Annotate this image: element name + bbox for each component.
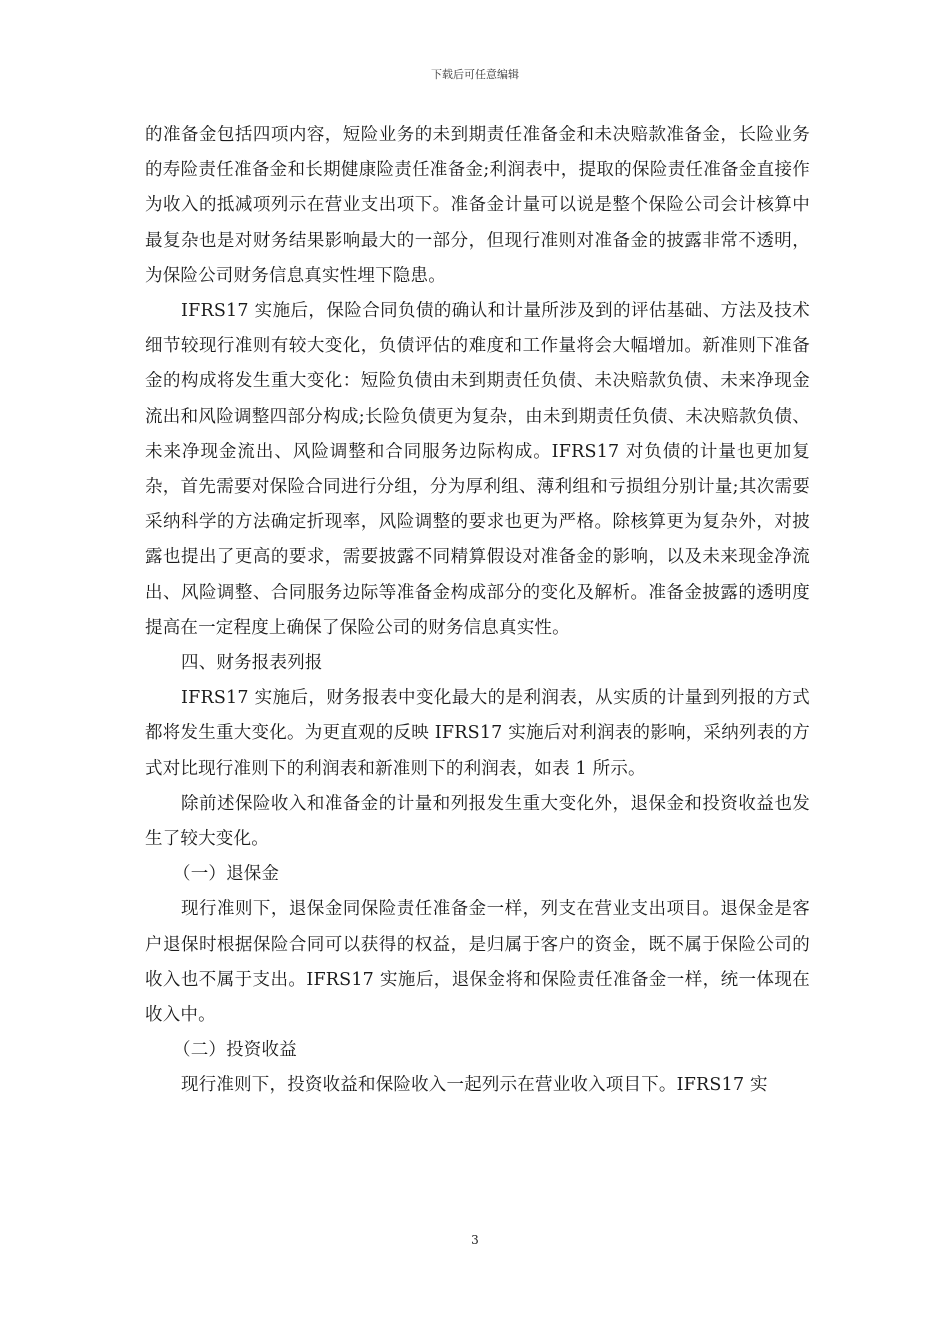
subsection-heading-surrender: （一）退保金 <box>173 864 280 885</box>
subsection-heading-investment-income: （二）投资收益 <box>173 1040 297 1061</box>
paragraph-investment-income: 现行准则下，投资收益和保险收入一起列示在营业收入项目下。IFRS17 实 <box>181 1075 768 1096</box>
paragraph-ifrs17-liabilities: IFRS17 实施后，保险合同负债的确认和计量所涉及到的评估基础、方法及技术细节较现行准则有较大变化，负债评估的难度和工作量将会大幅增加。新准则下准备金的构成将发生重大变化：短险负债由未到期责任负债、未决赔款负债、未来净现金流出和风险调整四部分构成;长险负债更为复杂，由未到期责任负债、未决赔款负债、未来净现金流出、风险调整和合同服务边际构成。IFRS17 对负债的计量也更加复杂，首先需要对保险合同进行分组，分为厚利组、薄利组和亏损组分别计量;其次需要采纳科学的方法确定折现率，风险调整的要求也更为严格。除核算更为复杂外，对披露也提出了更高的要求，需要披露不同精算假设对准备金的影响，以及未来现金净流出、风险调整、合同服务边际等准备金构成部分的变化及解析。准备金披露的透明度提高在一定程度上确保了保险公司的财务信息真实性。 <box>145 301 810 638</box>
paragraph-income-statement: IFRS17 实施后，财务报表中变化最大的是利润表，从实质的计量到列报的方式都将发生重大变化。为更直观的反映 IFRS17 实施后对利润表的影响，采纳列表的方式对比现行准则下的利润表和新准则下的利润表，如表 1 所示。 <box>145 688 810 779</box>
paragraph-surrender: 现行准则下，退保金同保险责任准备金一样，列支在营业支出项目。退保金是客户退保时根据保险合同可以获得的权益，是归属于客户的资金，既不属于保险公司的收入也不属于支出。IFRS17 实施后，退保金将和保险责任准备金一样，统一体现在收入中。 <box>145 899 810 1026</box>
document-body <box>145 118 810 1104</box>
page-number: 3 <box>471 1233 479 1247</box>
section-heading-financial-reporting: 四、财务报表列报 <box>181 653 323 674</box>
paragraph-reserve-disclosure: 的准备金包括四项内容，短险业务的未到期责任准备金和未决赔款准备金，长险业务的寿险责任准备金和长期健康险责任准备金;利润表中，提取的保险责任准备金直接作为收入的抵减项列示在营业支出项下。准备金计量可以说是整个保险公司会计核算中最复杂也是对财务结果影响最大的一部分，但现行准则对准备金的披露非常不透明，为保险公司财务信息真实性埋下隐患。 <box>145 125 810 286</box>
paragraph-other-changes: 除前述保险收入和准备金的计量和列报发生重大变化外，退保金和投资收益也发生了较大变化。 <box>145 793 810 850</box>
page-header: 下载后可任意编辑 <box>431 68 519 81</box>
